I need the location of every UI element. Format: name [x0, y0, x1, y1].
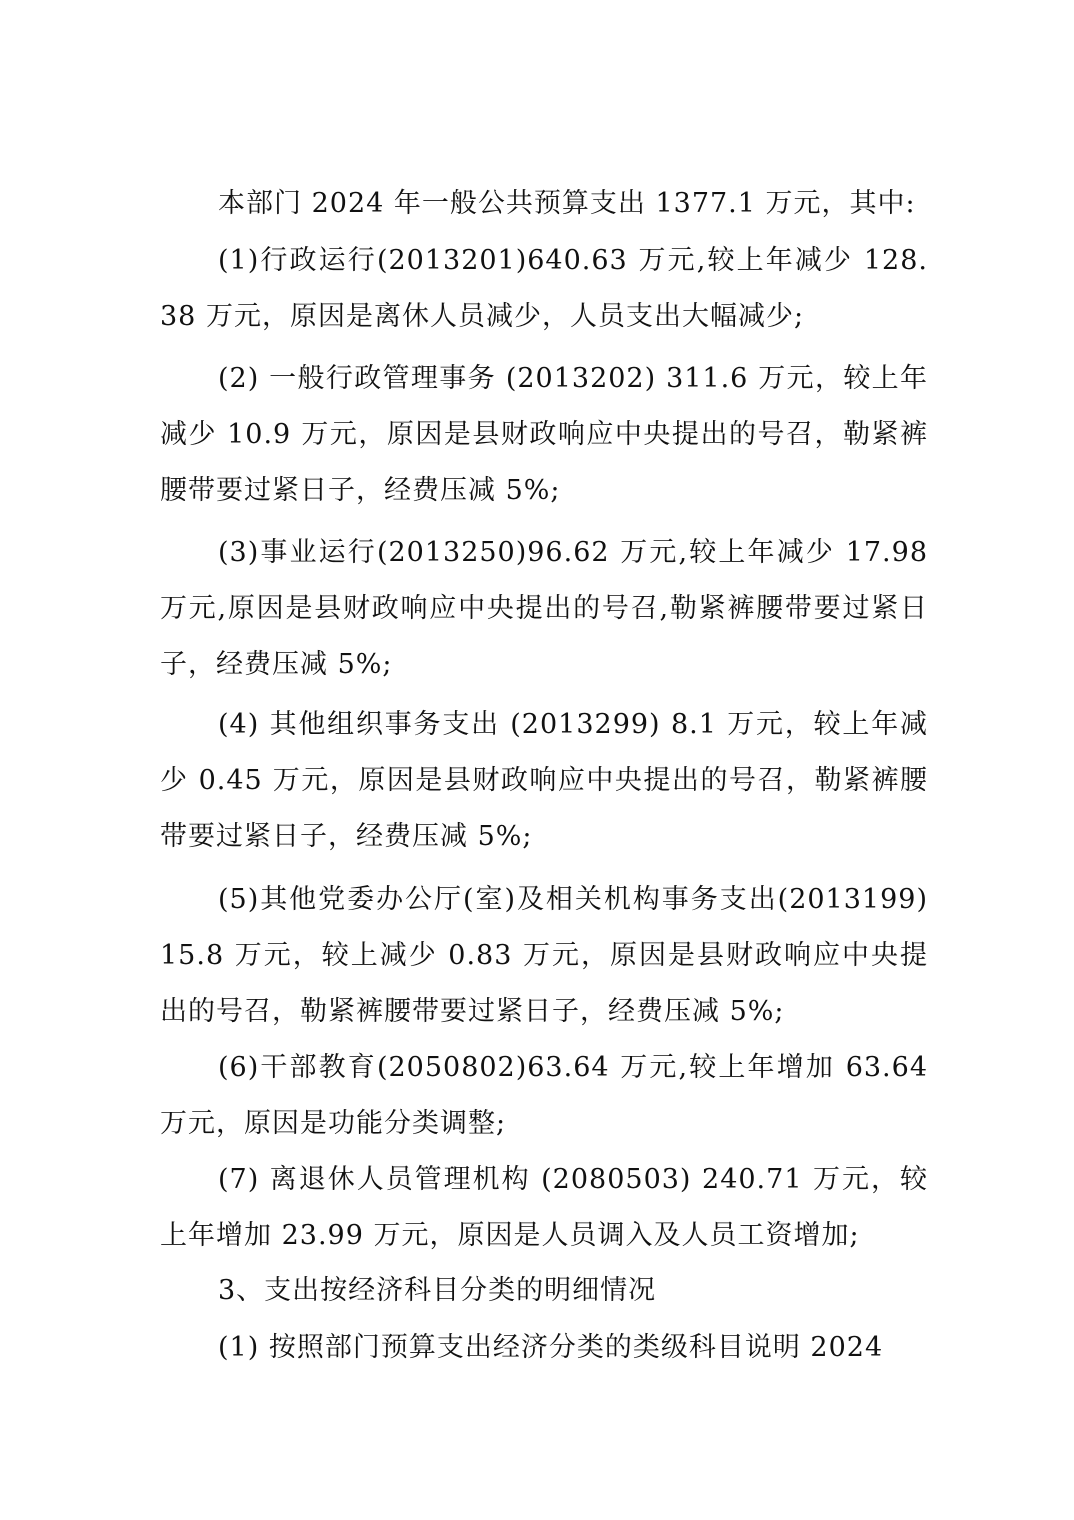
paragraph-intro: 本部门 2024 年一般公共预算支出 1377.1 万元，其中: — [218, 188, 916, 219]
paragraph-item-1: (1)行政运行(2013201)640.63 万元,较上年减少 128.38 万元，原因是离休人员减少，人员支出大幅减少; — [160, 245, 928, 332]
section-heading-3: 3、支出按经济科目分类的明细情况 — [218, 1275, 657, 1306]
paragraph-item-4: (4) 其他组织事务支出 (2013299) 8.1 万元，较上年减少 0.45 万元，原因是县财政响应中央提出的号召，勒紧裤腰带要过紧日子，经费压减 5%; — [160, 709, 928, 852]
paragraph-item-6: (6)干部教育(2050802)63.64 万元,较上年增加 63.64 万元，原因是功能分类调整; — [160, 1052, 928, 1139]
paragraph-item-2: (2) 一般行政管理事务 (2013202) 311.6 万元，较上年减少 10.9 万元，原因是县财政响应中央提出的号召，勒紧裤腰带要过紧日子，经费压减 5%; — [160, 363, 928, 506]
paragraph-item-3: (3)事业运行(2013250)96.62 万元,较上年减少 17.98 万元,原因是县财政响应中央提出的号召,勒紧裤腰带要过紧日子，经费压减 5%; — [160, 537, 928, 680]
paragraph-econ-1: (1) 按照部门预算支出经济分类的类级科目说明 2024 — [218, 1332, 884, 1363]
paragraph-item-5: (5)其他党委办公厅(室)及相关机构事务支出(2013199) 15.8 万元，较上减少 0.83 万元，原因是县财政响应中央提出的号召，勒紧裤腰带要过紧日子，经费压减 5%; — [160, 884, 928, 1027]
paragraph-item-7: (7) 离退休人员管理机构 (2080503) 240.71 万元，较上年增加 23.99 万元，原因是人员调入及人员工资增加; — [160, 1164, 928, 1251]
